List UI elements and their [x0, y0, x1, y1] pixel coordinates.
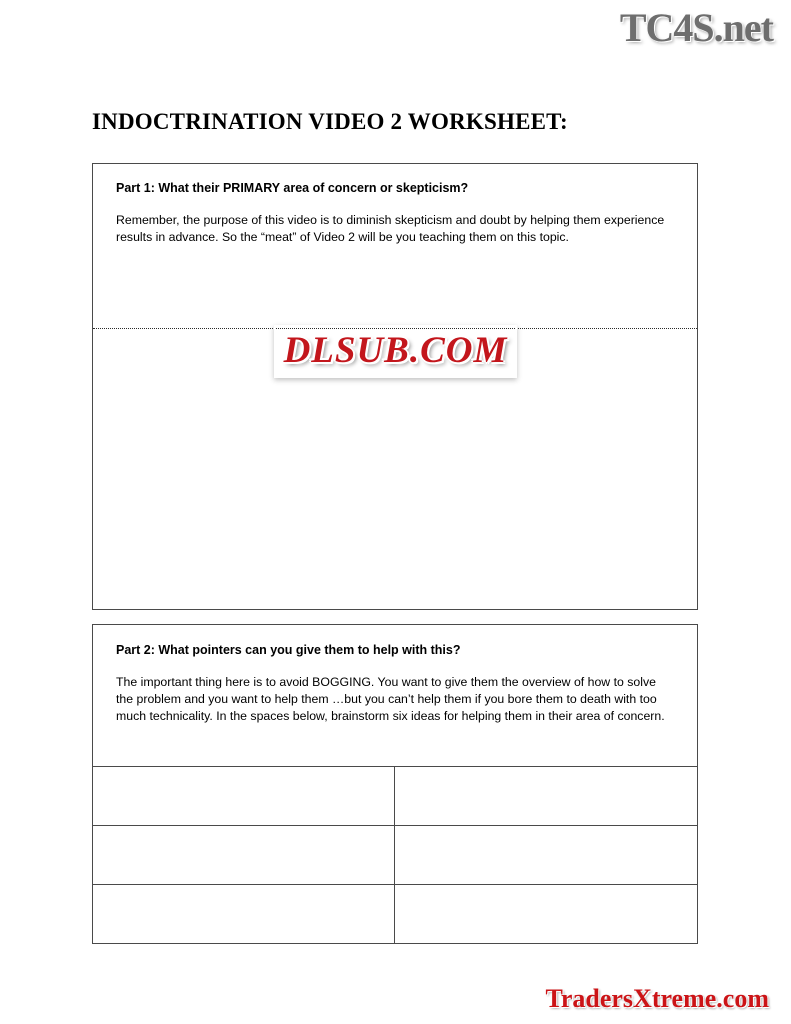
part-1-heading: Part 1: What their PRIMARY area of concern or skepticism?: [116, 181, 469, 195]
part-1-body: Remember, the purpose of this video is to diminish skepticism and doubt by helping them experience results in advance. So the “meat” of Video 2 will be you teaching them on this topic.: [116, 212, 665, 244]
part-1-section: [92, 163, 698, 610]
brainstorm-cell[interactable]: [93, 766, 395, 825]
part-2-heading: Part 2: What pointers can you give them to help with this?: [116, 643, 461, 657]
brainstorm-cell[interactable]: [395, 766, 697, 825]
top-right-watermark: TC4S.net: [619, 5, 773, 50]
brainstorm-cell[interactable]: [395, 825, 697, 884]
part-1-content: [93, 164, 697, 246]
brainstorm-cell[interactable]: [395, 884, 697, 943]
brainstorm-grid: [93, 766, 697, 943]
part-2-content: [93, 625, 697, 726]
part-2-section: [92, 624, 698, 944]
page-title: INDOCTRINATION VIDEO 2 WORKSHEET:: [92, 109, 568, 135]
brainstorm-cell[interactable]: [93, 884, 395, 943]
center-watermark-text: DLSUB.COM: [274, 325, 518, 378]
part-1-dotted-divider: [93, 328, 697, 329]
part-2-body: The important thing here is to avoid BOGGING. You want to give them the overview of how to solve the problem and you want to help them …but you can’t help them if you bore them to death with too much technicality. In the spaces below, brainstorm six ideas for helping them in their area of concern.: [116, 674, 665, 724]
brainstorm-cell[interactable]: [93, 825, 395, 884]
bottom-right-watermark: TradersXtreme.com: [545, 984, 769, 1013]
